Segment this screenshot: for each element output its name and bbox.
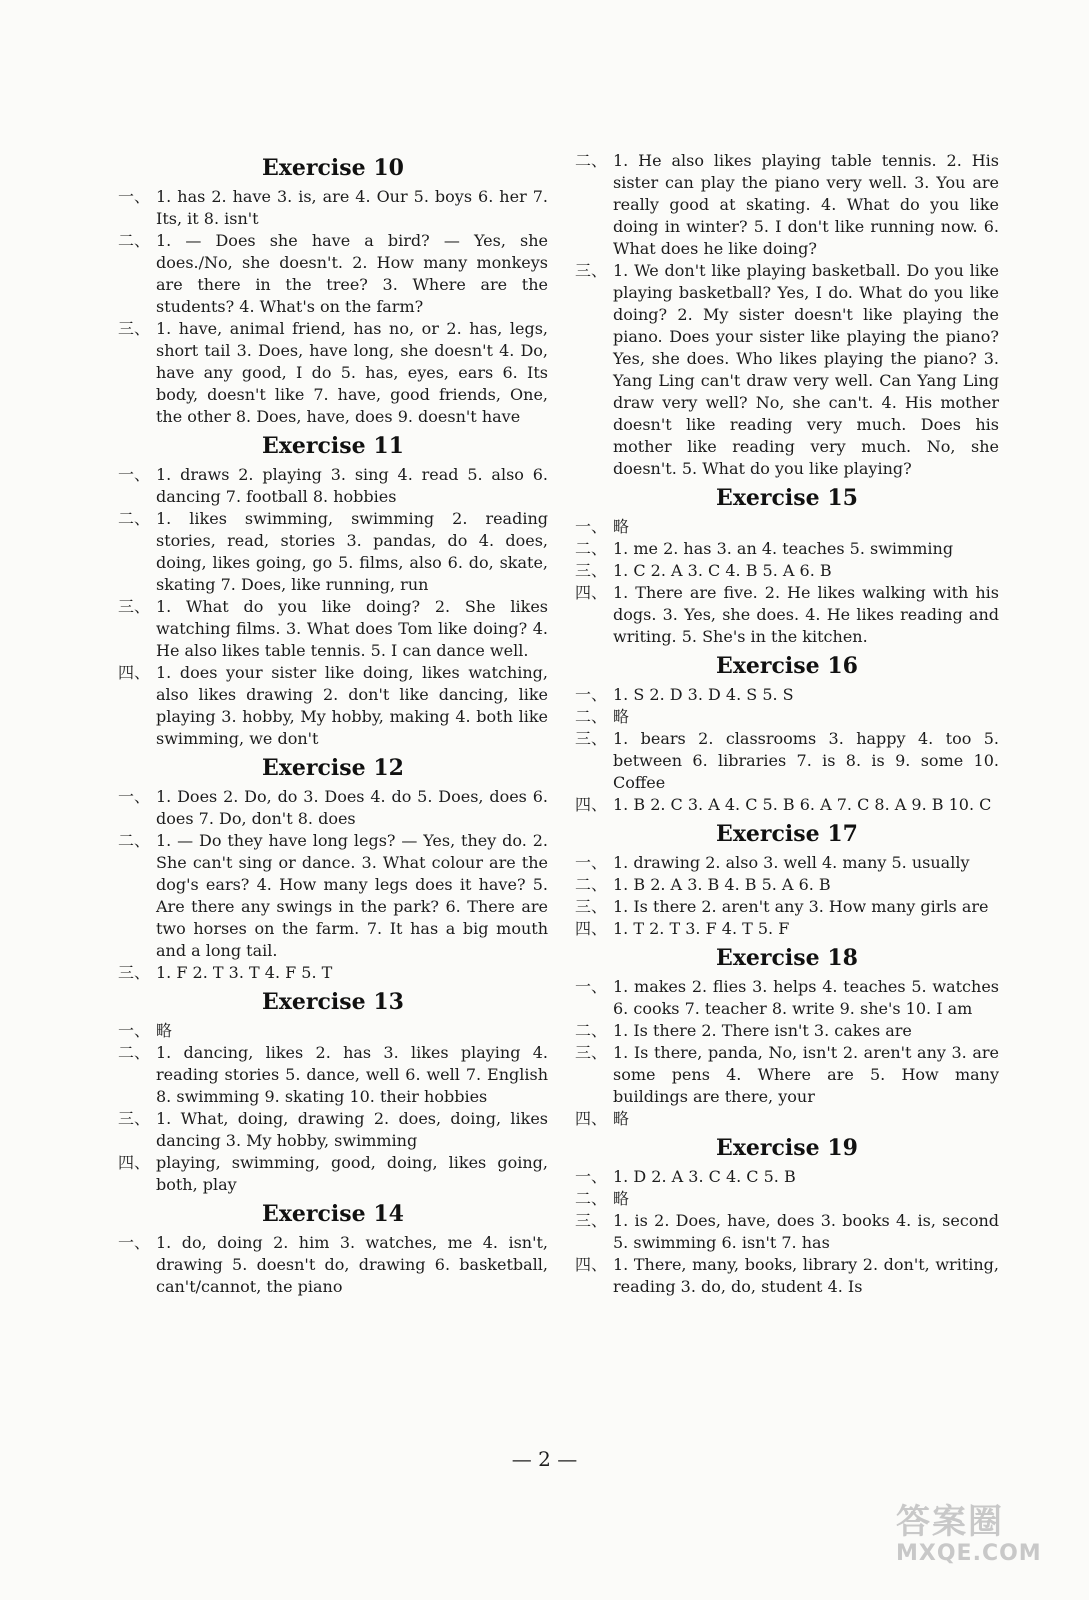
section-marker: 三、 bbox=[575, 1043, 608, 1062]
section-answers: 1. have, animal friend, has no, or 2. has, legs, short tail 3. Does, have long, she doesn't 4. Do, have any good, I do 5. has, eyes, ears 6. Its body, doesn't like 7. have, good friends, One, the other 8. Does, have, does 9. doesn't have bbox=[156, 319, 548, 426]
answer-section bbox=[575, 874, 999, 896]
section-answers: 1. We don't like playing basketball. Do you like playing basketball? Yes, I do. What do you like doing? 2. My sister doesn't like playing the piano. Does your sister like playing the piano? Yes, she does. Who likes playing the piano? 3. Yang Ling can't draw very well. Can Yang Ling draw very well? No, she can't. 4. His mother doesn't like reading very much. Does his mother like reading very much. No, she doesn't. 5. What do you like playing? bbox=[613, 261, 999, 478]
exercise-block bbox=[118, 1196, 548, 1298]
exercise-block bbox=[118, 150, 548, 428]
watermark bbox=[896, 1502, 1061, 1572]
answer-section bbox=[575, 560, 999, 582]
answer-section bbox=[575, 1042, 999, 1108]
section-marker: 一、 bbox=[575, 517, 608, 536]
section-answers: 1. F 2. T 3. T 4. F 5. T bbox=[156, 963, 333, 982]
section-marker: 三、 bbox=[575, 729, 608, 748]
section-answers: 1. do, doing 2. him 3. watches, me 4. isn't, drawing 5. doesn't do, drawing 6. basketball, can't/cannot, the piano bbox=[156, 1233, 548, 1296]
answer-section bbox=[575, 582, 999, 648]
answer-section bbox=[575, 1254, 999, 1298]
section-answers: 1. Is there 2. There isn't 3. cakes are bbox=[613, 1021, 912, 1040]
answer-section bbox=[118, 1042, 548, 1108]
answer-section bbox=[575, 1188, 999, 1210]
section-marker: 一、 bbox=[118, 1021, 151, 1040]
answer-section bbox=[575, 976, 999, 1020]
answer-section bbox=[575, 794, 999, 816]
answer-section bbox=[575, 896, 999, 918]
section-marker: 四、 bbox=[575, 1109, 608, 1128]
section-marker: 二、 bbox=[575, 539, 608, 558]
answer-section bbox=[118, 662, 548, 750]
section-marker: 四、 bbox=[575, 1255, 608, 1274]
exercise-block bbox=[575, 816, 999, 940]
right-column bbox=[575, 150, 999, 1298]
section-answers: 1. — Does she have a bird? — Yes, she does./No, she doesn't. 2. How many monkeys are there in the tree? 3. Where are the students? 4. What's on the farm? bbox=[156, 231, 548, 316]
section-answers: 1. What, doing, drawing 2. does, doing, likes dancing 3. My hobby, swimming bbox=[156, 1109, 548, 1150]
exercise-block bbox=[575, 648, 999, 816]
section-answers: 1. T 2. T 3. F 4. T 5. F bbox=[613, 919, 790, 938]
answer-section bbox=[118, 186, 548, 230]
section-marker: 三、 bbox=[575, 897, 608, 916]
section-answers: 1. bears 2. classrooms 3. happy 4. too 5. between 6. libraries 7. is 8. is 9. some 10. Coffee bbox=[613, 729, 999, 792]
section-answers: 略 bbox=[613, 1109, 630, 1128]
exercise-title: Exercise 18 bbox=[716, 945, 858, 971]
section-marker: 二、 bbox=[575, 707, 608, 726]
section-marker: 三、 bbox=[118, 963, 151, 982]
section-marker: 一、 bbox=[118, 465, 151, 484]
section-marker: 二、 bbox=[118, 231, 151, 250]
section-marker: 二、 bbox=[575, 151, 608, 170]
section-answers: 1. Is there, panda, No, isn't 2. aren't any 3. are some pens 4. Where are 5. How many buildings are there, your bbox=[613, 1043, 999, 1106]
answer-section bbox=[118, 1020, 548, 1042]
answer-section bbox=[575, 260, 999, 480]
answer-section bbox=[575, 1020, 999, 1042]
section-answers: 1. There are five. 2. He likes walking with his dogs. 3. Yes, she does. 4. He likes reading and writing. 5. She's in the kitchen. bbox=[613, 583, 999, 646]
answer-section bbox=[575, 852, 999, 874]
answer-section bbox=[118, 464, 548, 508]
section-marker: 三、 bbox=[575, 1211, 608, 1230]
exercise-block bbox=[575, 150, 999, 480]
exercise-title: Exercise 17 bbox=[716, 821, 858, 847]
section-marker: 一、 bbox=[575, 685, 608, 704]
answer-section bbox=[575, 1210, 999, 1254]
answer-section bbox=[118, 962, 548, 984]
section-answers: 1. has 2. have 3. is, are 4. Our 5. boys 6. her 7. Its, it 8. isn't bbox=[156, 187, 548, 228]
answer-section bbox=[575, 706, 999, 728]
answer-section bbox=[575, 728, 999, 794]
section-marker: 一、 bbox=[118, 187, 151, 206]
exercise-title: Exercise 14 bbox=[262, 1201, 404, 1227]
answer-section bbox=[118, 1152, 548, 1196]
section-answers: 1. Is there 2. aren't any 3. How many girls are bbox=[613, 897, 989, 916]
section-marker: 三、 bbox=[575, 561, 608, 580]
exercise-block bbox=[118, 750, 548, 984]
section-marker: 二、 bbox=[118, 831, 151, 850]
section-marker: 一、 bbox=[575, 977, 608, 996]
section-marker: 四、 bbox=[118, 663, 151, 682]
section-marker: 四、 bbox=[575, 919, 608, 938]
section-marker: 一、 bbox=[575, 1167, 608, 1186]
answer-section bbox=[575, 918, 999, 940]
answer-section bbox=[118, 318, 548, 428]
section-marker: 二、 bbox=[575, 1189, 608, 1208]
section-marker: 二、 bbox=[575, 875, 608, 894]
section-answers: 1. me 2. has 3. an 4. teaches 5. swimming bbox=[613, 539, 954, 558]
exercise-title: Exercise 10 bbox=[262, 155, 404, 181]
section-answers: 略 bbox=[156, 1021, 173, 1040]
section-answers: 1. likes swimming, swimming 2. reading stories, read, stories 3. pandas, do 4. does, doing, likes going, go 5. films, also 6. do, skate, skating 7. Does, like running, run bbox=[156, 509, 548, 594]
section-answers: 1. S 2. D 3. D 4. S 5. S bbox=[613, 685, 794, 704]
answer-section bbox=[575, 538, 999, 560]
answer-section bbox=[575, 516, 999, 538]
answer-section bbox=[575, 1108, 999, 1130]
section-answers: 1. draws 2. playing 3. sing 4. read 5. also 6. dancing 7. football 8. hobbies bbox=[156, 465, 548, 506]
page-number: — 2 — bbox=[511, 1447, 578, 1471]
section-answers: 1. dancing, likes 2. has 3. likes playing 4. reading stories 5. dance, well 6. well 7. English 8. swimming 9. skating 10. their hobbies bbox=[156, 1043, 548, 1106]
answer-section bbox=[118, 830, 548, 962]
left-column bbox=[118, 150, 548, 1298]
section-answers: 略 bbox=[613, 1189, 630, 1208]
answer-section bbox=[118, 508, 548, 596]
section-answers: 1. Does 2. Do, do 3. Does 4. do 5. Does, does 6. does 7. Do, don't 8. does bbox=[156, 787, 548, 828]
section-marker: 四、 bbox=[575, 795, 608, 814]
answer-section bbox=[575, 150, 999, 260]
exercise-title: Exercise 16 bbox=[716, 653, 858, 679]
answer-section bbox=[118, 230, 548, 318]
section-answers: 1. is 2. Does, have, does 3. books 4. is, second 5. swimming 6. isn't 7. has bbox=[613, 1211, 999, 1252]
section-marker: 三、 bbox=[118, 319, 151, 338]
watermark-url: MXQE.COM bbox=[896, 1541, 1042, 1566]
section-marker: 一、 bbox=[118, 787, 151, 806]
answer-section bbox=[118, 786, 548, 830]
section-answers: 1. B 2. A 3. B 4. B 5. A 6. B bbox=[613, 875, 831, 894]
section-answers: 1. C 2. A 3. C 4. B 5. A 6. B bbox=[613, 561, 832, 580]
exercise-block bbox=[118, 428, 548, 750]
section-marker: 二、 bbox=[575, 1021, 608, 1040]
section-marker: 四、 bbox=[118, 1153, 151, 1172]
exercise-title: Exercise 13 bbox=[262, 989, 404, 1015]
answer-section bbox=[118, 1232, 548, 1298]
answer-section bbox=[575, 684, 999, 706]
exercise-block bbox=[118, 984, 548, 1196]
section-answers: 1. makes 2. flies 3. helps 4. teaches 5. watches 6. cooks 7. teacher 8. write 9. she's 10. I am bbox=[613, 977, 999, 1018]
section-marker: 三、 bbox=[118, 1109, 151, 1128]
answer-section bbox=[118, 596, 548, 662]
section-answers: 1. He also likes playing table tennis. 2. His sister can play the piano very well. 3. You are really good at skating. 4. What do you like doing in winter? 5. I don't like running now. 6. What does he like doing? bbox=[613, 151, 999, 258]
section-answers: 1. B 2. C 3. A 4. C 5. B 6. A 7. C 8. A 9. B 10. C bbox=[613, 795, 992, 814]
exercise-block bbox=[575, 940, 999, 1130]
section-marker: 一、 bbox=[575, 853, 608, 872]
section-marker: 三、 bbox=[575, 261, 608, 280]
section-answers: 1. does your sister like doing, likes watching, also likes drawing 2. don't like dancing, like playing 3. hobby, My hobby, making 4. both like swimming, we don't bbox=[156, 663, 548, 748]
watermark-logo: 答案圈 bbox=[896, 1502, 1004, 1542]
section-answers: playing, swimming, good, doing, likes going, both, play bbox=[156, 1153, 548, 1194]
exercise-block bbox=[575, 1130, 999, 1298]
section-marker: 一、 bbox=[118, 1233, 151, 1252]
exercise-block bbox=[575, 480, 999, 648]
section-answers: 1. There, many, books, library 2. don't, writing, reading 3. do, do, student 4. Is bbox=[613, 1255, 999, 1296]
section-answers: 略 bbox=[613, 517, 630, 536]
section-answers: 1. What do you like doing? 2. She likes watching films. 3. What does Tom like doing? 4. He also likes table tennis. 5. I can dance well. bbox=[156, 597, 548, 660]
exercise-title: Exercise 19 bbox=[716, 1135, 858, 1161]
exercise-title: Exercise 15 bbox=[716, 485, 858, 511]
section-marker: 四、 bbox=[575, 583, 608, 602]
section-marker: 三、 bbox=[118, 597, 151, 616]
section-marker: 二、 bbox=[118, 509, 151, 528]
answer-section bbox=[118, 1108, 548, 1152]
answer-section bbox=[575, 1166, 999, 1188]
exercise-title: Exercise 12 bbox=[262, 755, 404, 781]
exercise-title: Exercise 11 bbox=[262, 433, 404, 459]
section-answers: 1. drawing 2. also 3. well 4. many 5. usually bbox=[613, 853, 970, 872]
section-answers: 略 bbox=[613, 707, 630, 726]
section-marker: 二、 bbox=[118, 1043, 151, 1062]
section-answers: 1. — Do they have long legs? — Yes, they do. 2. She can't sing or dance. 3. What colour are the dog's ears? 4. How many legs does it have? 5. Are there any swings in the park? 6. There are two horses on the farm. 7. It has a big mouth and a long tail. bbox=[156, 831, 548, 960]
section-answers: 1. D 2. A 3. C 4. C 5. B bbox=[613, 1167, 796, 1186]
